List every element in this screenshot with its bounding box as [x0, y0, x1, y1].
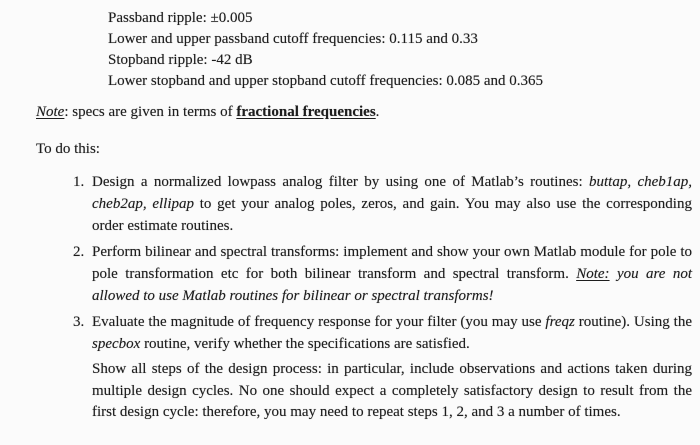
spec-line-stopband-ripple: Stopband ripple: -42 dB — [108, 52, 253, 68]
step-text: Perform bilinear and spectral transforms: implement and show your own Matlab module for pole to pole transformation etc for both bilinear transform and spectral transform. Note: you are not allowed to use Matlab routines for bilinear or spectral transforms! — [92, 244, 692, 304]
to-do-intro: To do this: — [36, 141, 100, 157]
closing-paragraph: Show all steps of the design process: in particular, include observations and actions taken during multiple design cycles. No one should expect a completely satisfactory design to result from the first design cycle: therefore, you may need to repeat steps 1, 2, and 3 a number of times. — [92, 361, 692, 420]
step-item-1 — [36, 171, 692, 237]
spec-line-passband-cutoffs: Lower and upper passband cutoff frequencies: 0.115 and 0.33 — [108, 31, 478, 47]
filter-specs-block — [108, 8, 692, 92]
step-text: Evaluate the magnitude of frequency response for your filter (you may use freqz routine). Using the specbox routine, verify whether the specifications are satisfied. — [92, 314, 692, 352]
spec-line-stopband-cutoffs: Lower stopband and upper stopband cutoff frequencies: 0.085 and 0.365 — [108, 73, 544, 89]
step-number: 3. — [73, 314, 85, 330]
step-text: Design a normalized lowpass analog filter by using one of Matlab’s routines: buttap, cheb1ap, cheb2ap, ellipap to get your analog poles, zeros, and gain. You may also use the corresponding order estimate routines. — [92, 174, 693, 234]
step-item-3 — [36, 311, 692, 355]
step-number: 2. — [73, 244, 85, 260]
step-number: 1. — [73, 174, 85, 190]
spec-line-passband-ripple: Passband ripple: ±0.005 — [108, 10, 253, 26]
step-item-2 — [36, 241, 692, 307]
note-paragraph: Note: specs are given in terms of fractional frequencies. — [36, 104, 380, 120]
design-steps-list — [36, 171, 692, 355]
